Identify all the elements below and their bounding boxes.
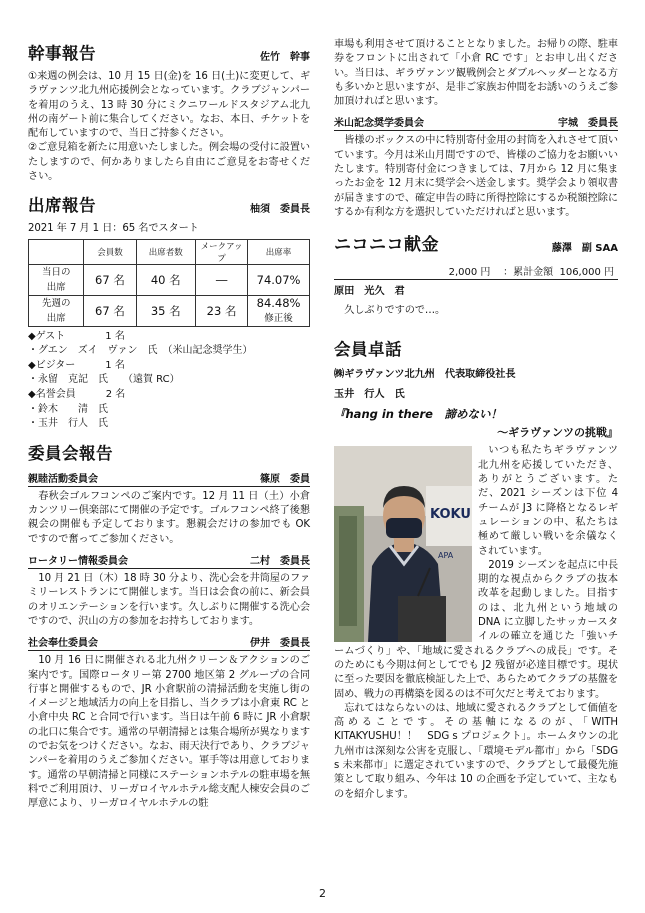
speech-speaker: 玉井 行人 氏: [334, 389, 405, 401]
guest-line: ◆名誉会員 2 名: [28, 389, 126, 401]
nikoniko-title: ニコニコ献金: [334, 235, 439, 256]
guest-line: ・グエン ズイ ヴァン 氏 （米山記念奨学生）: [28, 345, 253, 357]
attendance-title: 出席報告: [28, 196, 96, 216]
svg-text:KOKU: KOKU: [430, 507, 471, 523]
nikoniko-donor: 原田 光久 君: [334, 286, 405, 298]
speech-p2: 2019 シーズンを起点に中長期的な視点からクラブの抜本改革を起動しました。目指すのは、北九州という地域の DNA に立脚したサッカースタイルの確立を通じた「強いチームづくり」や、「地域に愛されるクラブへの成長」です。そのためにも今期は何としてでも J2 残留が必達目標です。現状に至った要因を徹底検証した上で、あらためてクラブの基盤を固め、戦力の再構築を図るのは不可欠だと考えております。: [334, 559, 618, 700]
attendance-heading: [28, 192, 310, 216]
member-speech-heading: [334, 336, 618, 360]
nikoniko-total: 106,000 円: [559, 267, 614, 279]
attendance-header-members: 会員数: [84, 239, 136, 264]
speaker-photo: [334, 446, 472, 642]
attendance-header-makeup: メークアップ: [196, 239, 248, 264]
committee-section-heading: 社会奉仕委員会 伊井 委員長: [28, 634, 310, 651]
left-column: [28, 38, 310, 811]
attendance-header-rate: 出席率: [248, 239, 310, 264]
attendance-header-blank: [29, 239, 84, 264]
yoneyama-heading: 米山記念奨学委員会 宇城 委員長: [334, 114, 618, 131]
attendance-author: 柚須 委員長: [250, 204, 310, 216]
nikoniko-total-label: ：累計金額: [503, 267, 554, 279]
committee-section-text: 10 月 21 日（木）18 時 30 分より、洗心会を井筒屋のファミリーレストランにて開催します。当日は会食の前に、新会員のオリエンテーションを行います。久しぶりに開催する洗心会ですので、沢山の方の参加をお持ちしております。: [28, 573, 310, 627]
kanji-report-p1: ①来週の例会は、10 月 15 日(金)を 16 日(土)に変更して、ギラヴァンツ北九州応援例会となっています。クラブジャンパーを着用のうえ、13 時 30 分にミクニワールドスタジアム北九州の南ゲート前に集合してください。なお、本日、チケットを配布していますので、当日ご持参ください。: [28, 71, 310, 140]
attendance-start: 2021 年 7 月 1 日：65 名でスタート: [28, 223, 199, 235]
attendance-attendees: 35 名: [136, 295, 195, 326]
attendance-members: 67 名: [84, 264, 136, 295]
attendance-rate: 84.48% 修正後: [248, 295, 310, 326]
attendance-header-row: [29, 239, 310, 264]
page-number: 2: [319, 887, 326, 900]
attendance-row-lastweek: [29, 295, 310, 326]
svg-text:APA: APA: [438, 551, 454, 561]
nikoniko-summary: [334, 261, 618, 280]
speech-p1: いつも私たちギラヴァンツ北九州を応援していただき、ありがとうございます。ただ、2021 シーズンは下位 4 チームが J3 に降格となるレギュレーションの中、私たちは極めて厳しい戦いを余儀なくされています。: [478, 445, 618, 557]
attendance-row-label: 先週の 出席: [29, 295, 84, 326]
kanji-report-title: 幹事報告: [28, 44, 96, 63]
attendance-members: 67 名: [84, 295, 136, 326]
kanji-report-p2: ②ご意見箱を新たに用意いたしました。例会場の受付に設置いたしますので、何かありましたら自由にご意見をお寄せください。: [28, 142, 310, 183]
committee-continued-text: 車場も利用させて頂けることとなりました。お帰りの際、駐車券をフロントに出されて「小倉 RC です」とお申し出ください。当日は、ギラヴァンツ観戦例会とダブルヘッダーとなる方も多いかと思いますが、是非ご家族お仲間をお誘いのうえご参加頂ければと思います。: [334, 39, 618, 108]
attendance-header-attendees: 出席者数: [136, 239, 195, 264]
kanji-report-author: 佐竹 幹事: [260, 52, 310, 63]
nikoniko-message: 久しぶりですので…。: [344, 304, 446, 316]
attendance-makeup: ―: [196, 264, 248, 295]
member-speech-title: 会員卓話: [334, 339, 402, 359]
committee-section-text: 10 月 16 日に開催される北九州クリーン＆アクションのご案内です。国際ロータリー第 2700 地区第 2 グループの合同行事と開催するもので、JR 小倉駅前の清掃活動を実施し街のイメージと地域活力の向上を目指し、当クラブは小倉東 RC と小倉中央 RC と合同で行います。当日は午前 6 時に JR 小倉駅の北口に集合です。通常の早朝清掃とは集合場所が異なりますのでお気をつけください。なお、雨天決行であり、クラブジャンパーを着用のうえご参加ください。軍手等は用意しております。通常の早朝清掃と同様にステーションホテルの駐車場を無料でご利用頂け、リーガロイヤルホテル総支配人棟安会員のご厚意により、リーガロイヤルホテルの駐: [28, 655, 310, 810]
nikoniko-amount: 2,000 円: [448, 267, 491, 279]
attendance-makeup: 23 名: [196, 295, 248, 326]
speech-subtitle: ～ギラヴァンツの挑戦』: [497, 426, 618, 440]
guest-line: ・玉井 行人 氏: [28, 418, 108, 430]
attendance-rate: 74.07%: [248, 264, 310, 295]
speech-affiliation: ㈱ギラヴァンツ北九州 代表取締役社長: [334, 368, 516, 380]
guest-line: ◆ゲスト 1 名: [28, 330, 125, 342]
guest-line: ・鈴木 清 氏: [28, 403, 108, 415]
attendance-attendees: 40 名: [136, 264, 195, 295]
nikoniko-author: 藤澤 副 SAA: [551, 243, 618, 255]
kanji-report-heading: [28, 40, 310, 64]
guest-list: [28, 330, 310, 432]
attendance-row-label: 当日の 出席: [29, 264, 84, 295]
speech-p3: 忘れてはならないのは、地域に愛されるクラブとして価値を高めることです。その基軸になるのが、「WITH KITAKYUSHU！！ SDG s プロジェクト」。ホームタウンの北九州市は深刻な公害を克服し、「環境モデル都市」から「SDG s 未来都市」に選定されていますので、クラブとして最優先施策として取り組み、今年は 10 の企画を予定していて、主なものを紹介します。: [334, 702, 618, 800]
attendance-row-today: [29, 264, 310, 295]
committee-title: 委員会報告: [28, 443, 113, 463]
committee-section-heading: 親睦活動委員会 篠原 委員: [28, 470, 310, 487]
nikoniko-heading: [334, 230, 618, 255]
attendance-table: [28, 239, 310, 327]
guest-line: ・永留 克記 氏 （遠賀 RC）: [28, 374, 180, 386]
committee-section-heading: ロータリー情報委員会 二村 委員長: [28, 552, 310, 569]
committee-section-text: 春秋会ゴルフコンペのご案内です。12 月 11 日（土）小倉カンツリー倶楽部にて開催の予定です。ゴルフコンペ終了後懇親会の開催も予定しております。懇親会だけの参加でも OK ですので奮ってご参加ください。: [28, 490, 310, 545]
speech-theme: 『hang in there 諦めない！: [334, 407, 502, 422]
committee-heading: [28, 440, 310, 464]
yoneyama-text: 皆様のボックスの中に特別寄付金用の封筒を入れさせて頂いています。今月は米山月間ですので、皆様のご協力をお願いいたします。特別寄付金につきましては、7月から 12 月に集まったお金を 12 月末に奨学会へ送金します。奨学会より領収書が届きますので、確定申告の時に所得控除にするか税額控除にするか有利な方を選択していただければと思います。: [334, 135, 618, 218]
guest-line: ◆ビジター 1 名: [28, 359, 125, 371]
right-column: [334, 38, 618, 802]
